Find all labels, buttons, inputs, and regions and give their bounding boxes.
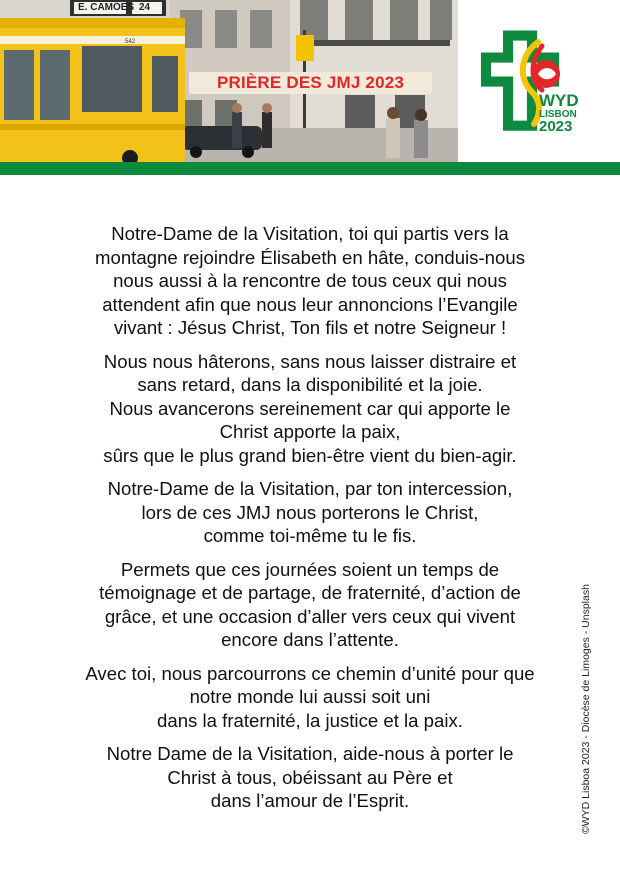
prayer-line: lors de ces JMJ nous porterons le Christ, [141, 501, 479, 523]
prayer-line: vivant : Jésus Christ, Ton fils et notre Seigneur ! [113, 317, 507, 338]
prayer-line: Notre-Dame de la Visitation, toi qui partis vers la [111, 223, 509, 244]
title-banner [189, 72, 432, 94]
prayer-paragraph [40, 350, 580, 468]
photo-credit: ©WYD Lisboa 2023 - Diocèse de Limoges - Unsplash [580, 584, 592, 834]
prayer-line: nous aussi à la rencontre de tous ceux qui nous [113, 270, 507, 291]
prayer-line: Christ apporte la paix, [219, 421, 401, 442]
green-accent-bar [0, 162, 620, 175]
tram-destination-sign: E. CAMÕES [78, 2, 135, 13]
prayer-line: dans la fraternité, la justice et la paix. [157, 709, 463, 731]
prayer-line: Avec toi, nous parcourrons ce chemin d’unité pour que [85, 662, 535, 684]
prayer-paragraph [40, 558, 580, 652]
prayer-paragraph [40, 662, 580, 733]
prayer-line: encore dans l’attente. [221, 629, 399, 650]
prayer-text [40, 222, 580, 823]
prayer-line: Notre-Dame de la Visitation, par ton intercession, [107, 478, 513, 499]
prayer-line: grâce, et une occasion d’aller vers ceux qui vivent [104, 605, 516, 627]
logo-lisbon: LISBON [539, 109, 577, 120]
page-title: PRIÈRE DES JMJ 2023 [216, 73, 405, 92]
prayer-line: sûrs que le plus grand bien-être vient du bien-agir. [103, 444, 517, 466]
prayer-line: témoignage et de partage, de fraternité, d’action de [99, 582, 521, 603]
prayer-line: Nous nous hâterons, sans nous laisser distraire et [103, 350, 517, 372]
prayer-line: montagne rejoindre Élisabeth en hâte, conduis-nous [94, 246, 525, 268]
prayer-line: sans retard, dans la disponibilité et la joie. [137, 374, 483, 395]
prayer-line: Christ à tous, obéissant au Père et [167, 766, 453, 788]
prayer-line: attendent afin que nous leur annoncions l’Evangile [102, 293, 518, 315]
header [0, 0, 620, 175]
prayer-line: Permets que ces journées soient un temps de [120, 558, 500, 580]
prayer-line: comme toi-même tu le fis. [203, 525, 417, 546]
prayer-paragraph [40, 222, 580, 340]
logo-wyd: WYD [539, 91, 579, 110]
tram-route-number: 24 [139, 2, 151, 13]
logo-year: 2023 [539, 118, 573, 135]
tram-fleet-number: 542 [125, 39, 136, 45]
prayer-paragraph [40, 477, 580, 548]
logo-area [458, 0, 620, 162]
prayer-paragraph [40, 742, 580, 813]
prayer-line: Notre Dame de la Visitation, aide-nous à porter le [106, 743, 514, 764]
prayer-line: Nous avancerons sereinement car qui apporte le [109, 397, 511, 419]
prayer-line: notre monde lui aussi soit uni [189, 686, 431, 707]
prayer-line: dans l’amour de l’Esprit. [210, 790, 410, 811]
